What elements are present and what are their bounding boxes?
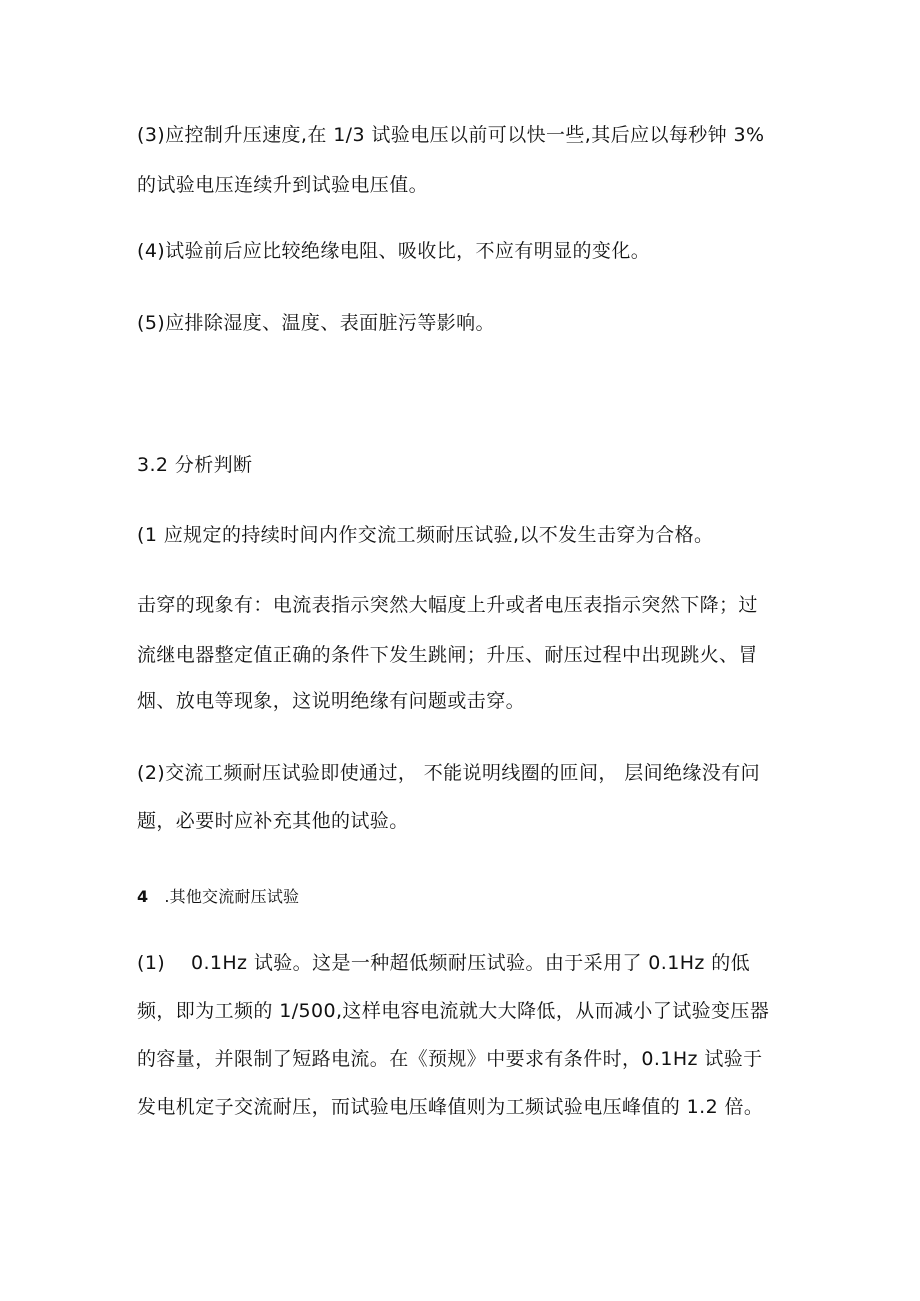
section-4-paragraph-1-line-3: 的容量，并限制了短路电流。在《预规》中要求有条件时，0.1Hz 试验于	[137, 1048, 763, 1070]
item-4: (4)试验前后应比较绝缘电阻、吸收比，不应有明显的变化。	[137, 240, 651, 262]
item-3-line-2: 的试验电压连续升到试验电压值。	[137, 174, 429, 196]
section-3-2-paragraph-3-line-2: 题，必要时应补充其他的试验。	[137, 810, 409, 832]
section-4-paragraph-1-line-1: (1) 0.1Hz 试验。这是一种超低频耐压试验。由于采用了 0.1Hz 的低	[137, 952, 751, 974]
section-4-title: .其他交流耐压试验	[164, 887, 300, 906]
section-3-2-paragraph-3-line-1: (2)交流工频耐压试验即使通过， 不能说明线圈的匝间， 层间绝缘没有问	[137, 762, 760, 784]
section-3-2-paragraph-2-line-2: 流继电器整定值正确的条件下发生跳闸；升压、耐压过程中出现跳火、冒	[137, 644, 758, 666]
section-3-2-title: 3.2 分析判断	[137, 454, 253, 476]
section-3-2-paragraph-1: (1 应规定的持续时间内作交流工频耐压试验,以不发生击穿为合格。	[137, 524, 714, 546]
section-4-heading	[137, 884, 797, 910]
item-5: (5)应排除湿度、温度、表面脏污等影响。	[137, 312, 495, 334]
section-4-number: 4	[137, 887, 149, 906]
item-3-line-1: (3)应控制升压速度,在 1/3 试验电压以前可以快一些,其后应以每秒钟 3%	[137, 124, 765, 146]
section-4-paragraph-1-line-2: 频，即为工频的 1/500,这样电容电流就大大降低，从而减小了试验变压器	[137, 1000, 770, 1022]
section-3-2-paragraph-2-line-3: 烟、放电等现象，这说明绝缘有问题或击穿。	[137, 690, 526, 712]
section-3-2-paragraph-2-line-1: 击穿的现象有：电流表指示突然大幅度上升或者电压表指示突然下降；过	[137, 594, 758, 616]
section-4-paragraph-1-line-4: 发电机定子交流耐压，而试验电压峰值则为工频试验电压峰值的 1.2 倍。	[137, 1096, 764, 1118]
